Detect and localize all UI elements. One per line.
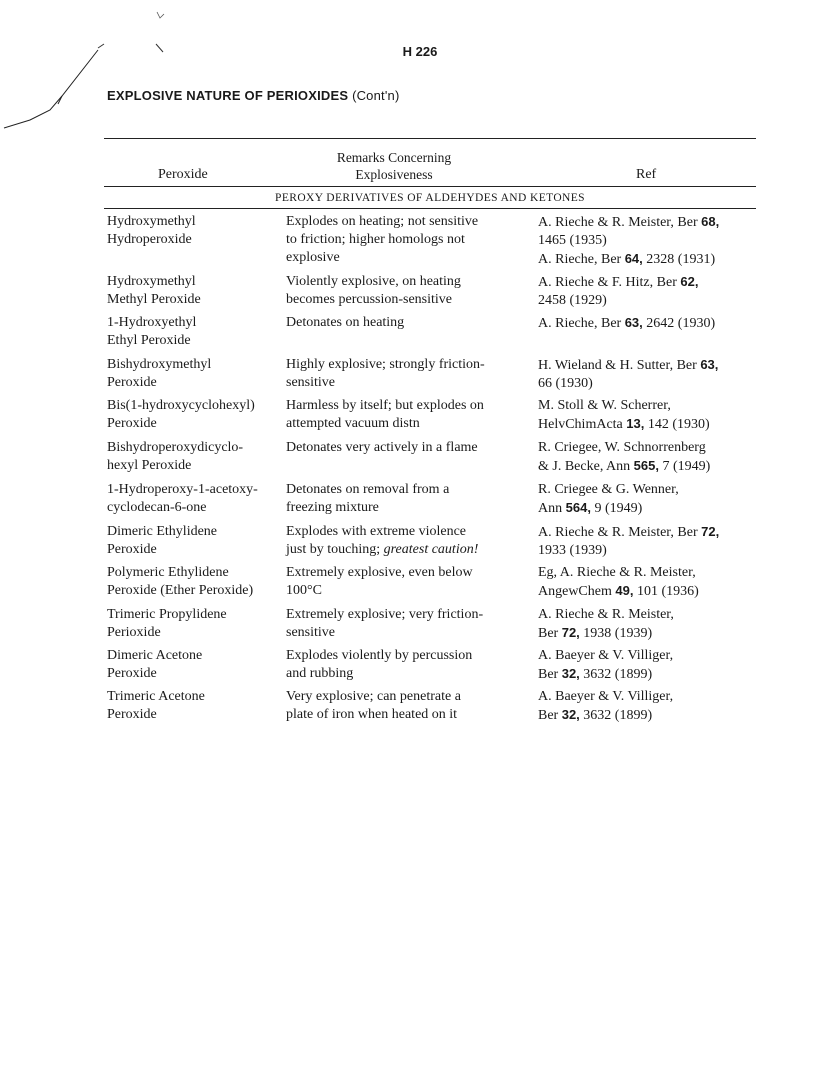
- remarks-line: Highly explosive; strongly friction-: [286, 357, 485, 372]
- peroxide-line: Peroxide: [107, 707, 157, 722]
- remarks-line: Explodes with extreme violence: [286, 524, 466, 539]
- remarks-line: 100°C: [286, 583, 322, 598]
- remarks-line: Detonates on removal from a: [286, 482, 450, 497]
- ref-cell: [538, 523, 752, 560]
- remarks-cell: [286, 397, 526, 433]
- ref-cell: [538, 647, 752, 684]
- peroxide-line: Hydroperoxide: [107, 232, 192, 247]
- peroxide-cell: [107, 523, 279, 559]
- remarks-cell: [286, 439, 526, 457]
- peroxide-line: Trimeric Propylidene: [107, 607, 227, 622]
- peroxide-cell: [107, 397, 279, 433]
- peroxide-line: Peroxide (Ether Peroxide): [107, 583, 254, 598]
- title-main: EXPLOSIVE NATURE OF PERIOXIDES: [107, 88, 349, 103]
- peroxide-cell: [107, 564, 279, 600]
- peroxide-cell: [107, 439, 279, 475]
- ref-line: A. Rieche, Ber 64, 2328 (1931): [538, 251, 716, 267]
- ref-line: H. Wieland & H. Sutter, Ber 63,: [538, 357, 719, 373]
- ref-line: A. Rieche & R. Meister, Ber 68,: [538, 214, 720, 230]
- ref-cell: [538, 564, 752, 601]
- peroxide-cell: [107, 606, 279, 642]
- ref-cell: [538, 356, 752, 393]
- remarks-line: Detonates very actively in a flame: [286, 440, 478, 455]
- ref-line: A. Rieche, Ber 63, 2642 (1930): [538, 315, 716, 331]
- remarks-line: Harmless by itself; but explodes on: [286, 398, 484, 413]
- ref-cell: [538, 273, 752, 310]
- peroxide-line: Dimeric Ethylidene: [107, 524, 218, 539]
- peroxide-line: Hydroxymethyl: [107, 274, 196, 289]
- header-peroxide: Peroxide: [158, 167, 208, 182]
- peroxide-line: Peroxide: [107, 416, 157, 431]
- peroxide-cell: [107, 647, 279, 683]
- remarks-line: to friction; higher homologs not: [286, 232, 465, 247]
- ref-line: R. Criegee, W. Schnorrenberg: [538, 440, 706, 455]
- ref-line: A. Rieche & R. Meister, Ber 72,: [538, 524, 720, 540]
- peroxide-line: 1-Hydroperoxy-1-acetoxy-: [107, 482, 258, 497]
- ref-line: 2458 (1929): [538, 293, 607, 308]
- remarks-line: becomes percussion-sensitive: [286, 292, 453, 307]
- peroxide-line: 1-Hydroxyethyl: [107, 315, 197, 330]
- ref-cell: [538, 439, 752, 476]
- remarks-line: Explodes on heating; not sensitive: [286, 214, 479, 229]
- ref-line: R. Criegee & G. Wenner,: [538, 482, 679, 497]
- peroxide-line: Peroxide: [107, 375, 157, 390]
- peroxide-line: Trimeric Acetone: [107, 689, 205, 704]
- remarks-line: sensitive: [286, 625, 335, 640]
- remarks-line: Explodes violently by percussion: [286, 648, 473, 663]
- header-rule: [104, 186, 756, 187]
- peroxide-cell: [107, 356, 279, 392]
- ref-line: 1933 (1939): [538, 543, 607, 558]
- remarks-line: just by touching; greatest caution!: [286, 542, 479, 557]
- peroxide-cell: [107, 481, 279, 517]
- ref-line: 66 (1930): [538, 376, 593, 391]
- remarks-cell: [286, 647, 526, 683]
- peroxide-line: Ethyl Peroxide: [107, 333, 191, 348]
- header-ref: Ref: [636, 167, 657, 182]
- remarks-cell: [286, 481, 526, 517]
- remarks-cell: [286, 688, 526, 724]
- peroxide-cell: [107, 273, 279, 309]
- section-rule: [104, 208, 756, 209]
- page-number: H 226: [402, 44, 438, 59]
- remarks-cell: [286, 564, 526, 600]
- remarks-line: Detonates on heating: [286, 315, 405, 330]
- ref-cell: [538, 688, 752, 725]
- table-top-rule: [104, 138, 756, 139]
- remarks-cell: [286, 213, 526, 267]
- remarks-line: plate of iron when heated on it: [286, 707, 458, 722]
- remarks-line: and rubbing: [286, 666, 354, 681]
- ref-cell: [538, 397, 752, 434]
- peroxide-line: Bis(1-hydroxycyclohexyl): [107, 398, 255, 413]
- remarks-cell: [286, 523, 526, 559]
- ref-cell: [538, 213, 752, 269]
- page-title: [107, 88, 400, 103]
- ref-line: A. Rieche & R. Meister,: [538, 607, 674, 622]
- remarks-line: Extremely explosive, even below: [286, 565, 473, 580]
- peroxide-line: Hydroxymethyl: [107, 214, 196, 229]
- title-suffix: (Cont'n): [352, 88, 400, 103]
- peroxide-line: Perioxide: [107, 625, 161, 640]
- remarks-cell: [286, 273, 526, 309]
- ref-cell: [538, 314, 752, 333]
- remarks-line: freezing mixture: [286, 500, 379, 515]
- ref-line: Ann 564, 9 (1949): [538, 500, 643, 516]
- ref-line: Eg, A. Rieche & R. Meister,: [538, 565, 696, 580]
- remarks-line: Extremely explosive; very friction-: [286, 607, 484, 622]
- remarks-cell: [286, 356, 526, 392]
- ref-line: 1465 (1935): [538, 233, 607, 248]
- peroxide-line: cyclodecan-6-one: [107, 500, 207, 515]
- header-remarks-line1: Remarks Concerning: [336, 150, 452, 165]
- remarks-line: Very explosive; can penetrate a: [286, 689, 461, 704]
- ref-line: M. Stoll & W. Scherrer,: [538, 398, 671, 413]
- ref-cell: [538, 606, 752, 643]
- peroxide-line: Methyl Peroxide: [107, 292, 201, 307]
- peroxide-cell: [107, 314, 279, 350]
- remarks-line: sensitive: [286, 375, 335, 390]
- remarks-line: attempted vacuum distn: [286, 416, 420, 431]
- ref-line: A. Rieche & F. Hitz, Ber 62,: [538, 274, 699, 290]
- remarks-cell: [286, 606, 526, 642]
- peroxide-line: Peroxide: [107, 666, 157, 681]
- peroxide-line: Polymeric Ethylidene: [107, 565, 229, 580]
- remarks-line: explosive: [286, 250, 340, 265]
- peroxide-line: Dimeric Acetone: [107, 648, 203, 663]
- header-remarks: [290, 149, 498, 183]
- ref-cell: [538, 481, 752, 518]
- peroxide-line: Bishydroxymethyl: [107, 357, 212, 372]
- ref-line: Ber 32, 3632 (1899): [538, 666, 653, 682]
- ref-line: A. Baeyer & V. Villiger,: [538, 689, 674, 704]
- peroxide-cell: [107, 213, 279, 249]
- ref-line: HelvChimActa 13, 142 (1930): [538, 416, 710, 432]
- peroxide-cell: [107, 688, 279, 724]
- section-title: PEROXY DERIVATIVES OF ALDEHYDES AND KETONES: [275, 192, 585, 204]
- ref-line: A. Baeyer & V. Villiger,: [538, 648, 674, 663]
- remarks-line: Violently explosive, on heating: [286, 274, 461, 289]
- header-remarks-line2: Explosiveness: [355, 167, 433, 182]
- ref-line: Ber 72, 1938 (1939): [538, 625, 653, 641]
- peroxide-line: Peroxide: [107, 542, 157, 557]
- ref-line: Ber 32, 3632 (1899): [538, 707, 653, 723]
- peroxide-line: hexyl Peroxide: [107, 458, 192, 473]
- peroxide-line: Bishydroperoxydicyclo-: [107, 440, 244, 455]
- remarks-cell: [286, 314, 526, 332]
- ref-line: AngewChem 49, 101 (1936): [538, 583, 699, 599]
- ref-line: & J. Becke, Ann 565, 7 (1949): [538, 458, 711, 474]
